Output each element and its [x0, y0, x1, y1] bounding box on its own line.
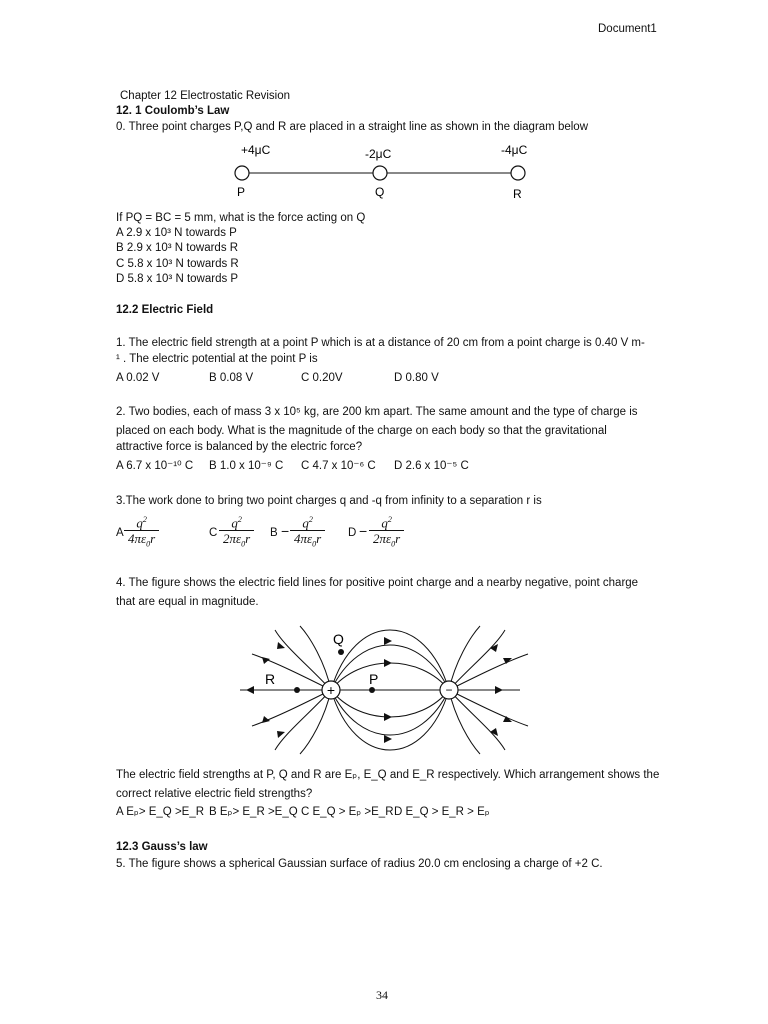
q2-line3: attractive force is balanced by the electric force? — [116, 441, 363, 453]
q0-stem: 0. Three point charges P,Q and R are placed in a straight line as shown in the diagram below — [116, 121, 588, 133]
arrow-icon — [277, 642, 285, 649]
field-line-out — [300, 626, 331, 690]
q0-option-a: A 2.9 x 10³ N towards P — [116, 227, 237, 239]
q3-option-b-letter: B — [270, 527, 278, 539]
field-line-arc — [331, 663, 449, 690]
minus-sign: − — [445, 683, 453, 697]
section-heading-coulomb: 12. 1 Coulomb’s Law — [116, 105, 230, 117]
field-lines-diagram — [230, 622, 530, 762]
q4-option-b: B Eₚ> E_R >E_Q — [209, 806, 298, 818]
charge-value-r: -4μC — [501, 143, 528, 157]
field-line-in — [449, 690, 480, 754]
q1-option-c: C 0.20V — [301, 372, 343, 384]
field-line-in — [449, 690, 528, 726]
q4-option-c: C E_Q > Eₚ >E_R — [301, 806, 394, 818]
plus-sign: + — [326, 682, 336, 698]
chapter-title: Chapter 12 Electrostatic Revision — [120, 90, 291, 102]
q4-after-line1: The electric field strengths at P, Q and R are Eₚ, E_Q and E_R respectively. Which arrangement shows the — [116, 769, 660, 781]
section-heading-gauss: 12.3 Gauss’s law — [116, 841, 208, 853]
field-line-in — [449, 690, 505, 750]
q4-option-a: A Eₚ> E_Q >E_R — [116, 806, 205, 818]
q2-option-c: C 4.7 x 10⁻⁶ C — [301, 460, 376, 472]
point-r — [294, 687, 300, 693]
label-q: Q — [333, 631, 344, 647]
q4-after-line2: correct relative electric field strengths? — [116, 788, 313, 800]
arrow-icon — [384, 735, 392, 743]
arrow-icon — [495, 686, 503, 694]
q5-stem: 5. The figure shows a spherical Gaussian surface of radius 20.0 cm enclosing a charge of +2 C. — [116, 858, 603, 870]
charge-r — [511, 166, 525, 180]
field-line-arc — [331, 690, 449, 750]
point-q — [338, 649, 344, 655]
field-line-in — [449, 630, 505, 690]
q2-line2: placed on each body. What is the magnitude of the charge on each body so that the gravitational — [116, 425, 607, 437]
q4-line2: that are equal in magnitude. — [116, 596, 259, 608]
label-p: P — [369, 671, 379, 687]
q3-option-d-formula: $\frac{q^2}{2\pi\varepsilon_0r}$ — [369, 513, 404, 553]
field-line-arc — [331, 630, 449, 690]
charge-p — [235, 166, 249, 180]
arrow-icon — [384, 713, 392, 721]
q0-option-c: C 5.8 x 10³ N towards R — [116, 258, 239, 270]
field-line-out — [275, 630, 331, 690]
q3-option-b-formula: $\frac{q^2}{4\pi\varepsilon_0r}$ — [290, 513, 325, 553]
field-line-in — [449, 626, 480, 690]
arrow-icon — [246, 686, 254, 694]
field-line-out — [300, 690, 331, 754]
arrow-icon — [490, 644, 498, 652]
charge-value-q: -2μC — [365, 147, 392, 161]
three-charges-diagram — [200, 138, 560, 208]
q0-option-b: B 2.9 x 10³ N towards R — [116, 242, 239, 254]
q1-option-a: A 0.02 V — [116, 372, 160, 384]
q3-option-c-letter: C — [209, 527, 218, 539]
q1-option-d: D 0.80 V — [394, 372, 439, 384]
q3-option-a-formula: $\frac{q^2}{4\pi\varepsilon_0r}$ — [124, 513, 159, 553]
q1-option-b: B 0.08 V — [209, 372, 254, 384]
q0-option-d: D 5.8 x 10³ N towards P — [116, 273, 239, 285]
arrow-icon — [277, 731, 285, 738]
charge-label-q: Q — [375, 185, 385, 199]
q1-line2: ¹ . The electric potential at the point P is — [116, 353, 318, 365]
arrow-icon — [384, 637, 392, 645]
q4-line1: 4. The figure shows the electric field lines for positive point charge and a nearby negative, point charge — [116, 577, 639, 589]
page-number: 34 — [376, 988, 388, 1002]
q3-option-c-formula: $\frac{q^2}{2\pi\varepsilon_0r}$ — [219, 513, 254, 553]
q3-option-a-letter: A — [116, 527, 124, 539]
q2-option-b: B 1.0 x 10⁻⁹ C — [209, 460, 284, 472]
point-p — [369, 687, 375, 693]
field-line-out — [275, 690, 331, 750]
field-line-arc — [331, 690, 449, 717]
q1-line1: 1. The electric field strength at a point P which is at a distance of 20 cm from a point charge is 0.40 V m- — [116, 337, 645, 349]
q0-question: If PQ = BC = 5 mm, what is the force acting on Q — [116, 212, 366, 224]
q2-option-a: A 6.7 x 10⁻¹⁰ C — [116, 460, 194, 472]
q3-stem: 3.The work done to bring two point charges q and -q from infinity to a separation r is — [116, 495, 542, 507]
field-line-in — [449, 654, 528, 690]
charge-value-p: +4μC — [241, 143, 271, 157]
arrow-icon — [490, 728, 498, 736]
arrow-icon — [384, 659, 392, 667]
label-r: R — [265, 671, 276, 687]
q4-option-d: D E_Q > E_R > Eₚ — [394, 806, 490, 818]
document-title: Document1 — [598, 23, 657, 35]
q3-option-d-minus: − — [359, 523, 368, 539]
field-line-arc — [331, 690, 449, 735]
q3-option-d-letter: D — [348, 527, 357, 539]
q2-option-d: D 2.6 x 10⁻⁵ C — [394, 460, 469, 472]
charge-q — [373, 166, 387, 180]
section-heading-electric-field: 12.2 Electric Field — [116, 304, 214, 316]
q3-option-b-minus: − — [281, 523, 290, 539]
field-line-arc — [331, 645, 449, 690]
charge-label-r: R — [513, 187, 522, 201]
charge-label-p: P — [237, 185, 246, 199]
q2-line1: 2. Two bodies, each of mass 3 x 10⁵ kg, are 200 km apart. The same amount and the type of charge is — [116, 406, 638, 418]
